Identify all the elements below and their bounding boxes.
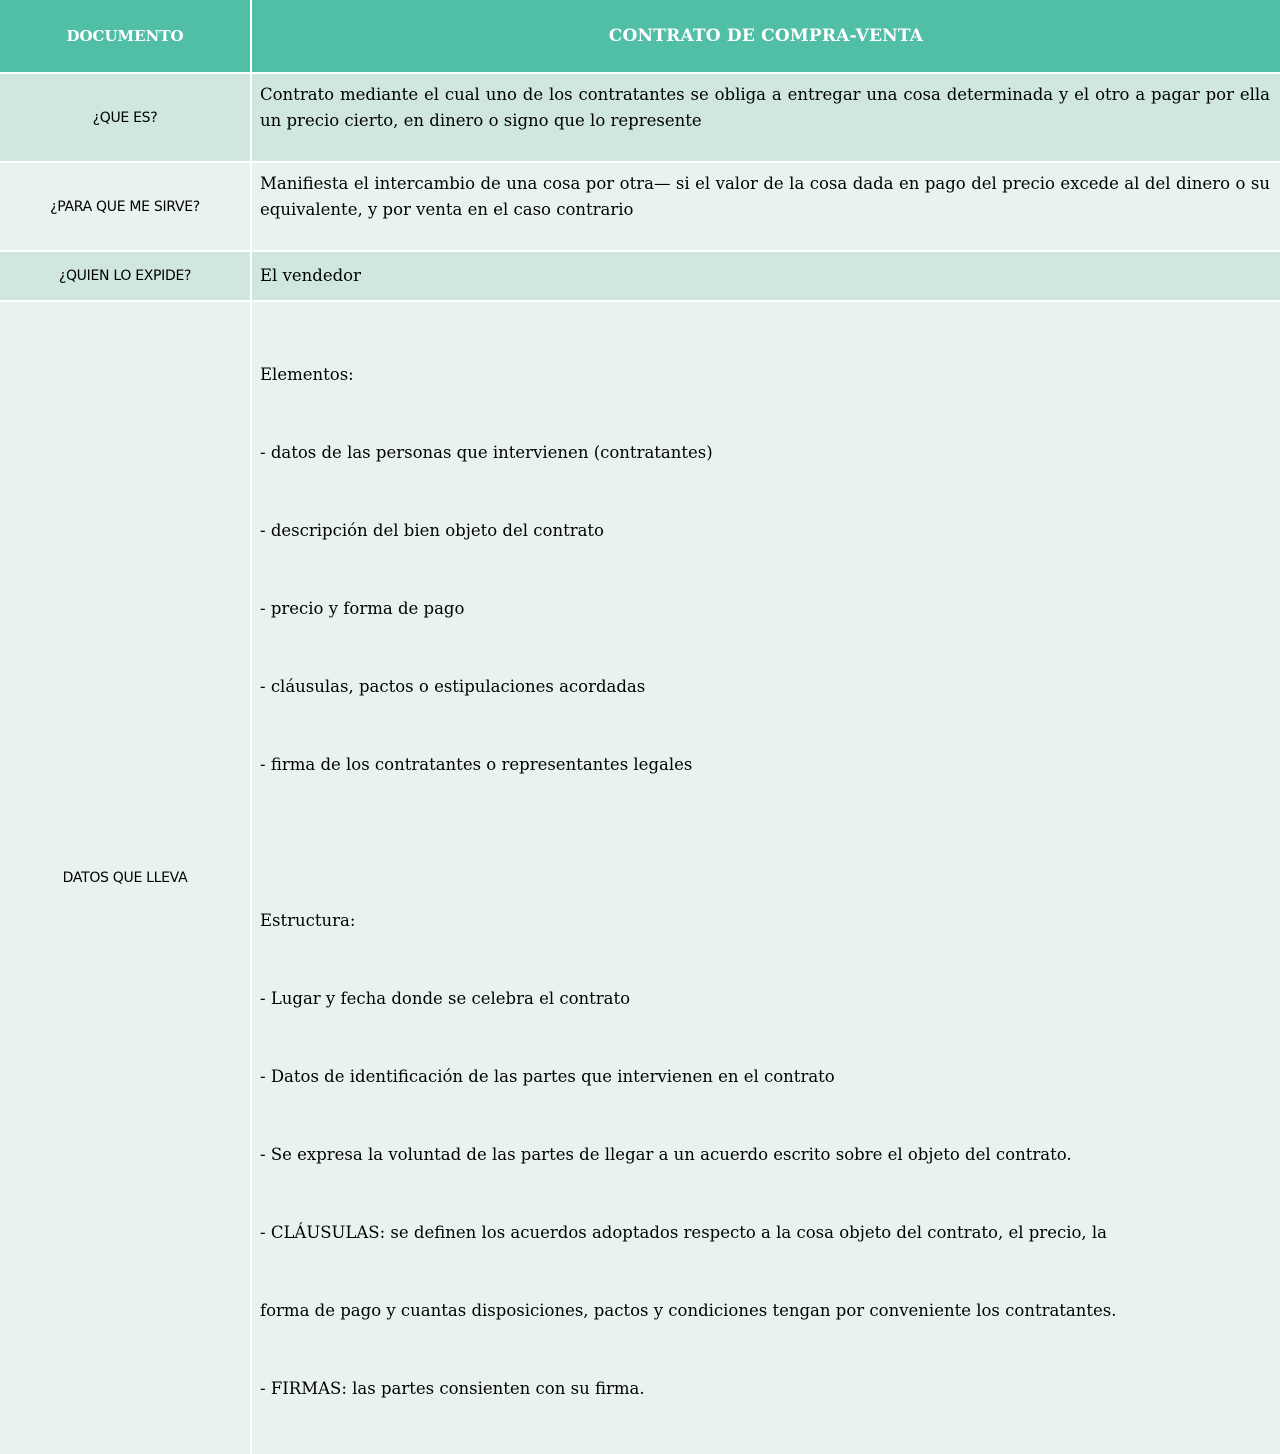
datos-line: - Se expresa la voluntad de las partes de llegar a un acuerdo escrito sobre el objeto del contrato. [260, 1145, 1072, 1164]
datos-line: - datos de las personas que intervienen (contratantes) [260, 443, 713, 462]
datos-line: Elementos: [260, 365, 354, 384]
row-text-que-es: Contrato mediante el cual uno de los contratantes se obliga a entregar una cosa determinada y el otro a pagar por ella un precio cierto, en dinero o signo que lo represente [252, 74, 1280, 161]
datos-line: Estructura: [260, 911, 356, 930]
row-label-datos-que-lleva: DATOS QUE LLEVA [0, 302, 250, 1454]
row-text-quien-expide: El vendedor [252, 252, 1280, 300]
row-text-datos-que-lleva [252, 302, 1280, 1454]
row-text-para-que-sirve: Manifiesta el intercambio de una cosa por otra— si el valor de la cosa dada en pago del precio excede al del dinero o su equivalente, y por venta en el caso contrario [252, 163, 1280, 250]
row-label-quien-expide: ¿QUIEN LO EXPIDE? [0, 252, 250, 300]
datos-line: - CLÁUSULAS: se definen los acuerdos adoptados respecto a la cosa objeto del contrato, el precio, la [260, 1223, 1108, 1242]
datos-line: - Lugar y fecha donde se celebra el contrato [260, 989, 631, 1008]
header-documento: DOCUMENTO [0, 0, 250, 72]
row-label-que-es: ¿QUE ES? [0, 74, 250, 161]
datos-line: - cláusulas, pactos o estipulaciones acordadas [260, 677, 646, 696]
datos-line [260, 830, 1270, 856]
datos-line: - descripción del bien objeto del contrato [260, 521, 604, 540]
row-label-para-que-sirve: ¿PARA QUE ME SIRVE? [0, 163, 250, 250]
header-document-title: CONTRATO DE COMPRA-VENTA [252, 0, 1280, 72]
datos-line: forma de pago y cuantas disposiciones, pactos y condiciones tengan por conveniente los contratantes. [260, 1301, 1117, 1320]
datos-line: - FIRMAS: las partes consienten con su firma. [260, 1379, 645, 1398]
datos-line: - precio y forma de pago [260, 599, 465, 618]
datos-line: - Datos de identificación de las partes que intervienen en el contrato [260, 1067, 835, 1086]
datos-line: - firma de los contratantes o representantes legales [260, 755, 693, 774]
